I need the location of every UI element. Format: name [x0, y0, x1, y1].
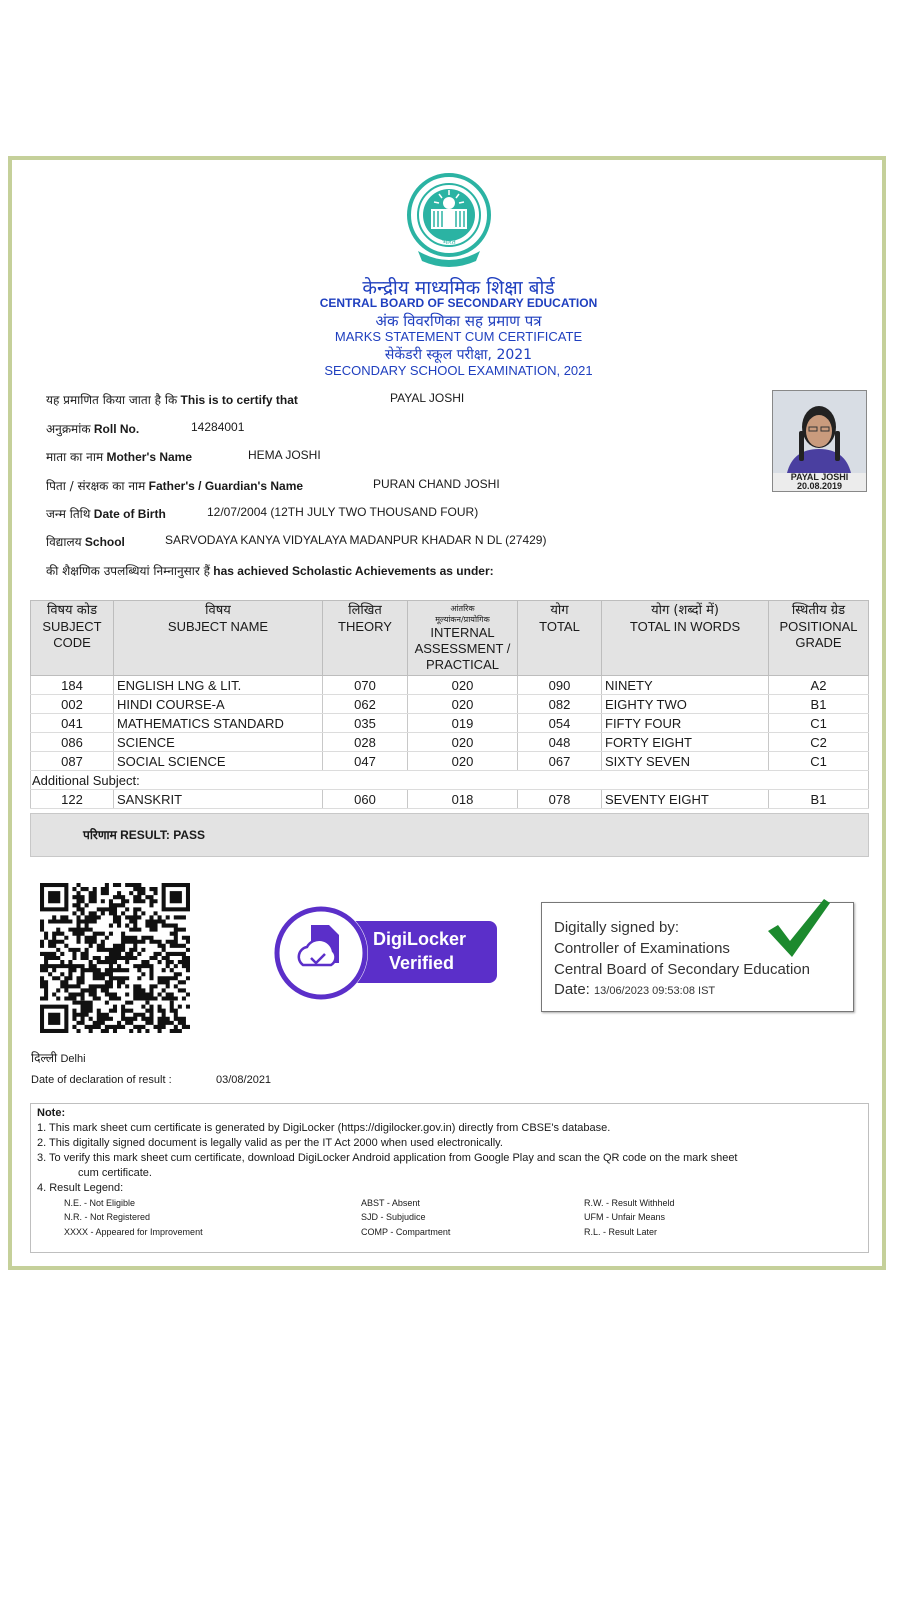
- cell-ia: 020: [408, 752, 518, 771]
- cell-total: 048: [518, 733, 602, 752]
- cell-words: EIGHTY TWO: [602, 695, 769, 714]
- table-row: [31, 714, 869, 733]
- additional-subject-row: [31, 771, 869, 790]
- cell-theory: 062: [323, 695, 408, 714]
- table-row: [31, 752, 869, 771]
- photo-caption-date: 20.08.2019: [773, 482, 866, 491]
- exam-title-english: SECONDARY SCHOOL EXAMINATION, 2021: [324, 363, 593, 378]
- legend-item: COMP - Compartment: [361, 1227, 451, 1237]
- legend-item: XXXX - Appeared for Improvement: [64, 1227, 203, 1237]
- qr-code[interactable]: [40, 883, 190, 1033]
- cell-grade: A2: [769, 676, 869, 695]
- header-subject-code: [31, 601, 114, 676]
- certify-label-hindi: यह प्रमाणित किया जाता है कि: [46, 393, 178, 407]
- cell-words: SIXTY SEVEN: [602, 752, 769, 771]
- mother-row: [46, 448, 321, 465]
- cell-code: 184: [31, 676, 114, 695]
- signature-line-3: Central Board of Secondary Education: [554, 961, 810, 978]
- header-internal-assessment: [408, 601, 518, 676]
- header-positional-grade: [769, 601, 869, 676]
- roll-label: Roll No.: [93, 422, 140, 436]
- notes-box: [30, 1103, 869, 1253]
- cell-words: FIFTY FOUR: [602, 714, 769, 733]
- roll-row: [46, 420, 245, 437]
- header-grade-english: POSITIONAL GRADE: [779, 619, 858, 650]
- table-row: [31, 695, 869, 714]
- header-ia-english: INTERNAL ASSESSMENT / PRACTICAL: [414, 625, 511, 672]
- qr-finder-center: [170, 891, 182, 903]
- result-text: [83, 826, 205, 843]
- cell-words: FORTY EIGHT: [602, 733, 769, 752]
- header-theory-english: THEORY: [338, 619, 392, 634]
- achievement-label-hindi: की शैक्षणिक उपलब्धियां निम्नानुसार हैं: [46, 564, 210, 578]
- header-name-hindi: विषय: [205, 603, 231, 618]
- qr-finder-center: [48, 1013, 60, 1025]
- header-words-hindi: योग (शब्दों में): [651, 603, 719, 618]
- father-row: [46, 477, 500, 494]
- table-row: [31, 733, 869, 752]
- header-code-hindi: विषय कोड: [46, 603, 98, 618]
- table-row: [31, 790, 869, 809]
- certificate-title-english: MARKS STATEMENT CUM CERTIFICATE: [334, 329, 583, 344]
- cell-code: 086: [31, 733, 114, 752]
- note-4: 4. Result Legend:: [37, 1182, 124, 1194]
- cell-words: SEVENTY EIGHT: [602, 790, 769, 809]
- cell-subject: SOCIAL SCIENCE: [114, 752, 323, 771]
- cell-theory: 028: [323, 733, 408, 752]
- achievement-row: [46, 562, 494, 579]
- note-2: 2. This digitally signed document is legally valid as per the IT Act 2000 when used electronically.: [37, 1137, 503, 1149]
- cell-code: 002: [31, 695, 114, 714]
- legend-item: N.E. - Not Eligible: [64, 1198, 136, 1208]
- header-theory: [323, 601, 408, 676]
- school-label: School: [84, 535, 125, 549]
- header-ia-hindi-1: आंतरिक: [450, 604, 475, 613]
- notes-title: Note:: [37, 1107, 66, 1119]
- header-ia-hindi-2: मूल्यांकन/प्रायोगिक: [435, 615, 490, 624]
- cell-grade: B1: [769, 695, 869, 714]
- cbse-logo: [404, 173, 494, 271]
- header-total-words: [602, 601, 769, 676]
- cell-ia: 020: [408, 676, 518, 695]
- digital-signature-box: [541, 902, 854, 1012]
- header-total-english: TOTAL: [539, 619, 580, 634]
- table-row: [31, 676, 869, 695]
- checkmark-icon: [764, 895, 834, 961]
- school-label-hindi: विद्यालय: [46, 535, 82, 549]
- result-box: [30, 813, 869, 857]
- cell-ia: 020: [408, 733, 518, 752]
- header-subject-name: [114, 601, 323, 676]
- mother-label: Mother's Name: [106, 450, 193, 464]
- cell-subject: SCIENCE: [114, 733, 323, 752]
- cell-ia: 018: [408, 790, 518, 809]
- header-code-english: SUBJECT CODE: [42, 619, 102, 650]
- marks-table: [30, 600, 869, 809]
- place-row: [31, 1049, 86, 1066]
- student-name: PAYAL JOSHI: [390, 391, 465, 405]
- place-hindi: दिल्ली: [31, 1051, 58, 1065]
- cell-theory: 070: [323, 676, 408, 695]
- legend-item: UFM - Unfair Means: [584, 1212, 666, 1222]
- date-of-birth: 12/07/2004 (12TH JULY TWO THOUSAND FOUR): [207, 505, 479, 519]
- table-header-row: [31, 601, 869, 676]
- legend-item: R.W. - Result Withheld: [584, 1198, 675, 1208]
- legend-item: ABST - Absent: [361, 1198, 420, 1208]
- cell-total: 078: [518, 790, 602, 809]
- roll-label-hindi: अनुक्रमांक: [46, 422, 91, 436]
- cell-ia: 019: [408, 714, 518, 733]
- note-1: 1. This mark sheet cum certificate is generated by DigiLocker (https://digilocker.gov.in) directly from CBSE's database.: [37, 1122, 611, 1134]
- father-label: Father's / Guardian's Name: [148, 479, 304, 493]
- legend-item: R.L. - Result Later: [584, 1227, 658, 1237]
- digilocker-verified-badge: [273, 903, 501, 1003]
- cell-subject: MATHEMATICS STANDARD: [114, 714, 323, 733]
- cell-grade: C2: [769, 733, 869, 752]
- exam-title-hindi: सेकेंडरी स्कूल परीक्षा, 2021: [384, 347, 533, 363]
- additional-subject-label: Additional Subject:: [31, 771, 869, 790]
- signature-line-2: Controller of Examinations: [554, 940, 730, 957]
- cell-total: 054: [518, 714, 602, 733]
- cell-code: 087: [31, 752, 114, 771]
- cell-subject: HINDI COURSE-A: [114, 695, 323, 714]
- cell-subject: ENGLISH LNG & LIT.: [114, 676, 323, 695]
- roll-number: 14284001: [191, 420, 245, 434]
- board-name-hindi: केन्द्रीय माध्यमिक शिक्षा बोर्ड: [362, 277, 555, 299]
- certify-label: This is to certify that: [180, 393, 298, 407]
- cell-theory: 047: [323, 752, 408, 771]
- header-name-english: SUBJECT NAME: [167, 619, 269, 634]
- dob-row: [46, 505, 479, 522]
- school-name: SARVODAYA KANYA VIDYALAYA MADANPUR KHADAR N DL (27429): [165, 533, 547, 547]
- result-label-hindi: परिणाम: [83, 828, 117, 842]
- note-3: 3. To verify this mark sheet cum certificate, download DigiLocker Android application from Google Play and scan the QR code on the mark sheet: [37, 1152, 738, 1164]
- dob-label: Date of Birth: [93, 507, 166, 521]
- cell-grade: C1: [769, 714, 869, 733]
- cell-grade: C1: [769, 752, 869, 771]
- cell-grade: B1: [769, 790, 869, 809]
- legend-item: N.R. - Not Registered: [64, 1212, 151, 1222]
- cell-theory: 060: [323, 790, 408, 809]
- photo-caption-name: PAYAL JOSHI: [773, 473, 866, 482]
- cell-total: 090: [518, 676, 602, 695]
- declaration-label: Date of declaration of result :: [31, 1074, 172, 1086]
- board-name-english: CENTRAL BOARD OF SECONDARY EDUCATION: [319, 296, 598, 310]
- header-theory-hindi: लिखित: [348, 603, 382, 618]
- cell-ia: 020: [408, 695, 518, 714]
- note-3-continued: cum certificate.: [78, 1167, 152, 1179]
- digilocker-title: DigiLocker: [373, 929, 467, 949]
- cell-code: 041: [31, 714, 114, 733]
- header-total: [518, 601, 602, 676]
- cell-total: 067: [518, 752, 602, 771]
- cell-subject: SANSKRIT: [114, 790, 323, 809]
- signature-date: 13/06/2023 09:53:08 IST: [594, 985, 716, 997]
- place-english: Delhi: [60, 1053, 86, 1065]
- digilocker-verified: Verified: [389, 953, 455, 973]
- dob-label-hindi: जन्म तिथि: [46, 507, 91, 521]
- header-grade-hindi: स्थितीय ग्रेड: [791, 603, 846, 618]
- signature-line-1: Digitally signed by:: [554, 919, 680, 936]
- logo-text: भारत: [442, 239, 456, 246]
- certify-row: [46, 391, 465, 408]
- cell-theory: 035: [323, 714, 408, 733]
- mother-label-hindi: माता का नाम: [46, 450, 104, 464]
- father-name: PURAN CHAND JOSHI: [373, 477, 500, 491]
- qr-finder-center: [48, 891, 60, 903]
- header-words-english: TOTAL IN WORDS: [629, 619, 741, 634]
- legend-item: SJD - Subjudice: [361, 1212, 426, 1222]
- signature-date-label: Date:: [554, 981, 590, 998]
- digilocker-badge-shape: [273, 903, 501, 1003]
- achievement-label: has achieved Scholastic Achievements as under:: [213, 564, 494, 578]
- declaration-date: 03/08/2021: [216, 1074, 272, 1086]
- cell-code: 122: [31, 790, 114, 809]
- father-label-hindi: पिता / संरक्षक का नाम: [46, 479, 146, 493]
- mother-name: HEMA JOSHI: [248, 448, 321, 462]
- signature-date-row: [554, 981, 715, 998]
- school-row: [46, 533, 547, 550]
- result-label: RESULT: PASS: [120, 828, 206, 842]
- student-photo: [772, 390, 867, 492]
- header-total-hindi: योग: [550, 603, 569, 618]
- certificate-title-hindi: अंक विवरणिका सह प्रमाण पत्र: [375, 312, 542, 330]
- cell-total: 082: [518, 695, 602, 714]
- student-portrait: [773, 391, 866, 473]
- cell-words: NINETY: [602, 676, 769, 695]
